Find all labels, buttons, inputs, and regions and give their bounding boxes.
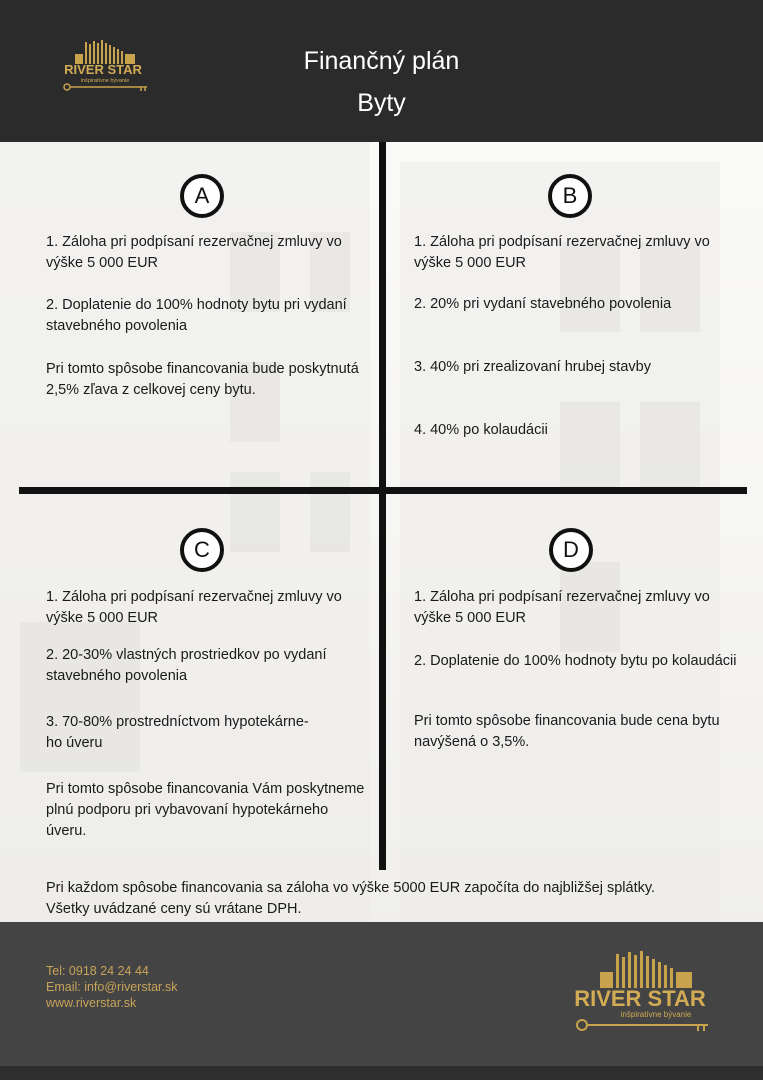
option-c-badge: C — [180, 528, 224, 572]
vertical-divider — [379, 142, 386, 870]
option-b-step-1: 1. Záloha pri podpísaní rezervačnej zmluvy vo výške 5 000 EUR — [414, 234, 710, 271]
footer-bottom-strip — [0, 1066, 763, 1080]
contact-email: Email: info@riverstar.sk — [46, 980, 178, 994]
svg-text:RIVER STAR: RIVER STAR — [574, 986, 706, 1011]
contact-website: www.riverstar.sk — [46, 996, 137, 1010]
option-c-step-3-line-1: 3. 70-80% prostredníctvom hypotekárne- — [46, 714, 309, 730]
option-c-step-2: 2. 20-30% vlastných prostriedkov po vydaní stavebného povolenia — [46, 647, 327, 684]
option-b-badge: B — [548, 174, 592, 218]
option-d-step-2: 2. Doplatenie do 100% hodnoty bytu po kolaudácii — [414, 653, 737, 669]
option-d-step-1: 1. Záloha pri podpísaní rezervačnej zmluvy vo výške 5 000 EUR — [414, 589, 710, 626]
horizontal-divider — [19, 487, 747, 494]
river-star-logo-large — [566, 948, 714, 1036]
general-note-line-2: Všetky uvádzané ceny sú vrátane DPH. — [46, 901, 302, 917]
option-c-step-1: 1. Záloha pri podpísaní rezervačnej zmluvy vo výške 5 000 EUR — [46, 589, 342, 626]
option-a-step-1: 1. Záloha pri podpísaní rezervačnej zmluvy vo výške 5 000 EUR — [46, 234, 342, 271]
svg-text:inšpiratívne bývanie: inšpiratívne bývanie — [620, 1010, 692, 1019]
option-c-step-3-line-2: ho úveru — [46, 735, 103, 751]
option-d-badge: D — [549, 528, 593, 572]
option-a-step-2: 2. Doplatenie do 100% hodnoty bytu pri vydaní stavebného povolenia — [46, 297, 347, 334]
option-b-step-3: 3. 40% pri zrealizovaní hrubej stavby — [414, 359, 651, 375]
option-b-step-2: 2. 20% pri vydaní stavebného povolenia — [414, 296, 672, 312]
page-subtitle: Byty — [357, 89, 406, 117]
option-d-note: Pri tomto spôsobe financovania bude cena bytu navýšená o 3,5%. — [414, 713, 720, 750]
svg-text:RIVER STAR: RIVER STAR — [64, 62, 142, 77]
svg-text:inšpiratívne bývanie: inšpiratívne bývanie — [80, 78, 130, 84]
logo-graphic-large — [566, 948, 714, 1036]
option-a-note: Pri tomto spôsobe financovania bude poskytnutá 2,5% zľava z celkovej ceny bytu. — [46, 361, 359, 398]
option-c-note: Pri tomto spôsobe financovania Vám poskytneme plnú podporu pri vybavovaní hypotekárneho úveru. — [46, 781, 365, 839]
general-note — [46, 878, 746, 920]
page-title: Finančný plán — [303, 47, 460, 75]
option-b-step-4: 4. 40% po kolaudácii — [414, 422, 548, 438]
general-note-line-1: Pri každom spôsobe financovania sa záloha vo výške 5000 EUR započíta do najbližšej splátky. — [46, 880, 656, 896]
page-header — [0, 0, 763, 142]
contact-phone: Tel: 0918 24 24 44 — [46, 964, 149, 978]
option-a-badge: A — [180, 174, 224, 218]
option-c-step-3 — [46, 712, 366, 754]
